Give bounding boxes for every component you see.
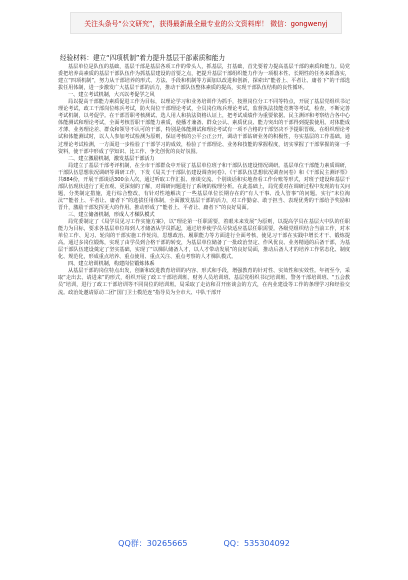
paragraph: 从基层干部的岗位特点出发，创新和改进教育培训的内容、形式和手段，增强教育的针对性、实效性和实效性。年初至今，采取“走出去、请进来”的形式，组织开展了政工干部培训班、财务人员培训班、基层党组织书记培训班、警务干部培训班、“五会教员”培训，进行了政工干部培训等不同岗位的培训班。局采取了走访和召开座谈会的方式，在内业建设等工作的条理学习和经验交流。政治处邀请原动二团“国门卫士模范连”指导员为全市大、中队干部开 (58, 268, 350, 296)
paragraph: 基层单位是队伍的基础，基层干部是基层各项工作的带头人，抓基层，打基础，首先要着力提高基层干部的素质和能力。局党委把培养高素质的基层干部队伍作为抓基层建设的首要之点，把提升基层干部组织能力作为一项根本性、长期性的任务来抓落实，建立“四项机制”，努力从干部培养的形式、方法、手段和机制等方面加以改进和创新，探索出“能者上、平者让、庸者下”的干部选拔任用体制，进一步激发广大基层干部的活力，推动干部队伍整体素质的提高，实现干部队伍结构的良性循环。 (58, 64, 350, 92)
promo-banner: 关注头条号“公文研究”，获得最新最全最专业的公文资料库！ 微信：gongwenyj (70, 12, 342, 34)
section-heading: 二、建立激励机制，激发基层干部活力 (68, 155, 155, 162)
paragraph: 局建立了基层干部考评机制，在全市干部群众中开展了基层单位班子和干部队伍建设情况调研。基层单位干部能力素质调研，干部队伍思想状况调研等调研工作，下发《局关于干部队伍建设调查问卷》、《干部队伍思想状况调查问卷》和《干部民主测评票》共884份，开展干部谈话300余人次，通过听取工作汇报、座谈交流、个别谈话和实地查看工作台账等形式，对班子建设和基层干部队伍现状进行了更直观、更深刻的了解，对调研问题进行了系统的梳理分析。在此基础上，局党委对在调研过程中发现的有关问题，分类制定措施，进行综合整改，有针对性地解决了一些基层单位长期存在的“有人干事、没人管事”的问题。实行“末位淘汰”“能者上、平者让、庸者下”的选拔任用体制，全面激发基层干部的活力，对工作勤奋、敢于担当、表现优秀的干部给予奖励和晋升，激励干部发挥更大的作用。推动形成了“能者上、平者让、庸者下”的良好局面。 (58, 162, 350, 211)
document-title: 经验材料：建立“四项机制”着力提升基层干部素质和能力 (60, 54, 226, 62)
section-heading: 一、建立考试机制，大兴以考促学之风 (68, 92, 155, 99)
qq-group-number: QQ群：30265665 (118, 539, 188, 548)
paragraph: 局以提高干部能力素质促进工作为目标，以理论学习和业务培训作为抓手，按照岗位分工不同等特点，开展了基层党组织书记理论考试，政工干部岗位练兵考试，防火岗位干部理论考试，全员岗位练兵理论考试，监督执法技能竞赛等考试，检查，不断完善考试机制，以考促学。在干部晋职考核测试、选人用人和执法资格认证上，把考试成绩作为重要依据。民主测评和考察结合各中心体能测试和理论考试，全面考核晋职干部能力素质，使播才兼备、群众公认、素质优良、能力突出的干部得到提拔使用。对体能成才薄、业务理论差、群众和领导不认可的干部，特别是体能测试和理论考试有一项不合格的干部坚决不予提职晋级。在组织理论考试和体能测试时，以人人参加考试检测为原则，保证考核的公平公正公开，调动干部钻研业务的积极性，夯实基层的工作基础。通过理论考试检测，一方面进一步检验了干部学习的成效，检验了干部理论、业务和技能的掌握程度，切实掌握了干部掌握的第一手资料，使干部中形成了学知识、比工作、争先创优的良好氛围。 (58, 99, 350, 155)
qq-number: QQ：535304092 (223, 539, 290, 548)
section-heading: 四、建立培训机制，构建岗位锻炼体系 (68, 261, 155, 268)
paragraph: 局党委制定了《局学员见习工作实施方案》，以“理论第一任职需要，着眼未来发展”为原则，以提高学员在基层大中队的任职能力为目标，要求各基层单位每到人才储备从学员抓起，通过培养使学员尽快适应基层任职需要。各级党组织结合当前工作，对本单位工作、见习、轮岗的干部实施工作轮岗，思想政治、履职能力等方面进行全面考核，使见习干部在实践中增长才干、锻炼提高。通过多岗位锻炼，实现了由学员到合格干部的转变，为基层单位储备了一批政治坚定、作风优良、业务精通的后备干部，为基层干部队伍建设奠定了坚实基础，实现了“以梯队储备人才，以人才带动发展”的良好局面，推动后备人才的培养工作常态化、制度化、规范化，形成重点培养、重点使用、重点关注、重点考察的人才梯队模式。 (58, 219, 350, 261)
contact-footer (0, 538, 408, 552)
section-heading: 三、建立储备机制，形成人才梯队模式 (68, 211, 155, 218)
document-body (58, 64, 350, 297)
